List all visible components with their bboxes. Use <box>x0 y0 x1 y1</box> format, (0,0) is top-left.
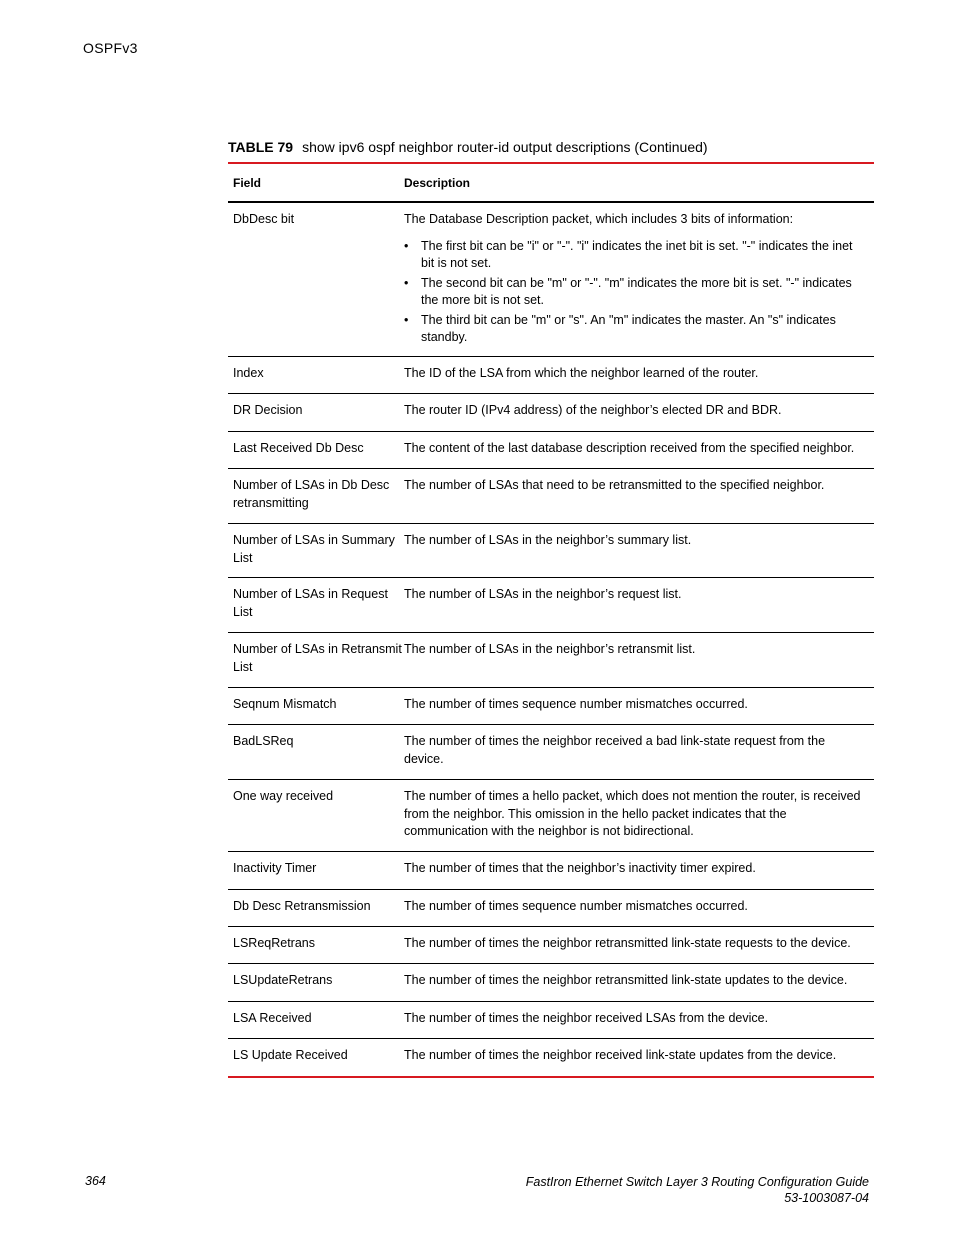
bullet-item: • The second bit can be "m" or "-". "m" indicates the more bit is set. "-" indicates the more bit is not set. <box>404 275 868 310</box>
page-number: 364 <box>85 1174 106 1188</box>
description-cell <box>404 733 874 779</box>
field-cell: Db Desc Retransmission <box>233 899 371 913</box>
description-cell <box>404 935 874 963</box>
description-text: The number of LSAs in the neighbor’s retransmit list. <box>404 642 696 656</box>
description-cell <box>404 211 874 356</box>
guide-title: FastIron Ethernet Switch Layer 3 Routing Configuration Guide <box>525 1175 869 1189</box>
description-text: The number of times a hello packet, which does not mention the router, is received from the neighbor. This omission in the hello packet indicates that the communication with the neighbor is not bidirectional. <box>404 789 861 838</box>
column-header-description: Description <box>404 175 471 190</box>
description-text: The number of times sequence number mismatches occurred. <box>404 697 748 711</box>
description-text: The number of times sequence number mismatches occurred. <box>404 899 748 913</box>
field-cell: LSA Received <box>233 1011 312 1025</box>
description-text: The Database Description packet, which includes 3 bits of information: <box>404 212 794 226</box>
bullet-list <box>404 238 868 347</box>
column-header-field: Field <box>233 175 262 190</box>
footer-guide-info <box>526 1174 869 1206</box>
field-cell: Number of LSAs in Db Desc retransmitting <box>233 478 390 510</box>
description-cell <box>404 696 874 724</box>
doc-number: 53-1003087-04 <box>784 1191 869 1205</box>
description-cell <box>404 477 874 523</box>
table-row <box>228 633 874 688</box>
bullet-item: • The third bit can be "m" or "s". An "m" indicates the master. An "s" indicates standby. <box>404 312 868 347</box>
field-cell: LS Update Received <box>233 1048 348 1062</box>
description-text: The number of LSAs in the neighbor’s summary list. <box>404 533 692 547</box>
table-row <box>228 780 874 852</box>
description-cell <box>404 1010 874 1038</box>
field-cell: Inactivity Timer <box>233 861 317 875</box>
field-cell: BadLSReq <box>233 734 294 748</box>
table-number: TABLE 79 <box>228 139 294 155</box>
description-cell <box>404 402 874 431</box>
field-cell: LSReqRetrans <box>233 936 315 950</box>
output-descriptions-table <box>228 162 874 1078</box>
table-row <box>228 394 874 432</box>
table-row <box>228 432 874 469</box>
description-cell <box>404 788 874 851</box>
table-row <box>228 578 874 633</box>
description-cell <box>404 532 874 577</box>
table-row <box>228 469 874 524</box>
description-text: The number of times the neighbor received link-state updates from the device. <box>404 1048 837 1062</box>
field-cell: Number of LSAs in Request List <box>233 587 388 619</box>
description-cell <box>404 586 874 632</box>
description-cell <box>404 365 874 393</box>
description-text: The number of times the neighbor received a bad link-state request from the device. <box>404 734 826 766</box>
field-cell: LSUpdateRetrans <box>233 973 333 987</box>
field-cell: Last Received Db Desc <box>233 441 364 455</box>
description-cell <box>404 641 874 687</box>
table-caption <box>228 139 708 155</box>
table-row <box>228 203 874 357</box>
field-cell: DR Decision <box>233 403 303 417</box>
description-cell <box>404 860 874 889</box>
table-row <box>228 964 874 1002</box>
bullet-item: • The first bit can be "i" or "-". "i" indicates the inet bit is set. "-" indicates the inet bit is not set. <box>404 238 868 273</box>
table-row <box>228 688 874 725</box>
field-cell: Index <box>233 366 264 380</box>
table-row <box>228 524 874 578</box>
description-text: The number of LSAs that need to be retransmitted to the specified neighbor. <box>404 478 825 492</box>
table-row <box>228 890 874 927</box>
table-row <box>228 1039 874 1076</box>
table-row <box>228 1002 874 1039</box>
table-body <box>228 203 874 1076</box>
description-text: The number of times the neighbor retransmitted link-state updates to the device. <box>404 973 848 987</box>
field-cell: Seqnum Mismatch <box>233 697 337 711</box>
table-row <box>228 725 874 780</box>
description-cell <box>404 972 874 1001</box>
description-text: The ID of the LSA from which the neighbor learned of the router. <box>404 366 759 380</box>
section-header: OSPFv3 <box>83 40 138 56</box>
field-cell: One way received <box>233 789 334 803</box>
description-cell <box>404 440 874 468</box>
description-text: The number of times the neighbor retransmitted link-state requests to the device. <box>404 936 851 950</box>
field-cell: Number of LSAs in Summary List <box>233 533 395 565</box>
table-title: show ipv6 ospf neighbor router-id output descriptions (Continued) <box>302 139 708 155</box>
description-text: The number of LSAs in the neighbor’s request list. <box>404 587 682 601</box>
field-cell: DbDesc bit <box>233 212 295 226</box>
table-header-row <box>228 164 874 203</box>
description-text: The number of times the neighbor received LSAs from the device. <box>404 1011 769 1025</box>
field-cell: Number of LSAs in Retransmit List <box>233 642 402 674</box>
description-text: The router ID (IPv4 address) of the neighbor’s elected DR and BDR. <box>404 403 782 417</box>
table-row <box>228 357 874 394</box>
table-row <box>228 927 874 964</box>
table-row <box>228 852 874 890</box>
description-cell <box>404 898 874 926</box>
description-cell <box>404 1047 874 1076</box>
description-text: The number of times that the neighbor’s inactivity timer expired. <box>404 861 756 875</box>
description-text: The content of the last database description received from the specified neighbor. <box>404 441 855 455</box>
